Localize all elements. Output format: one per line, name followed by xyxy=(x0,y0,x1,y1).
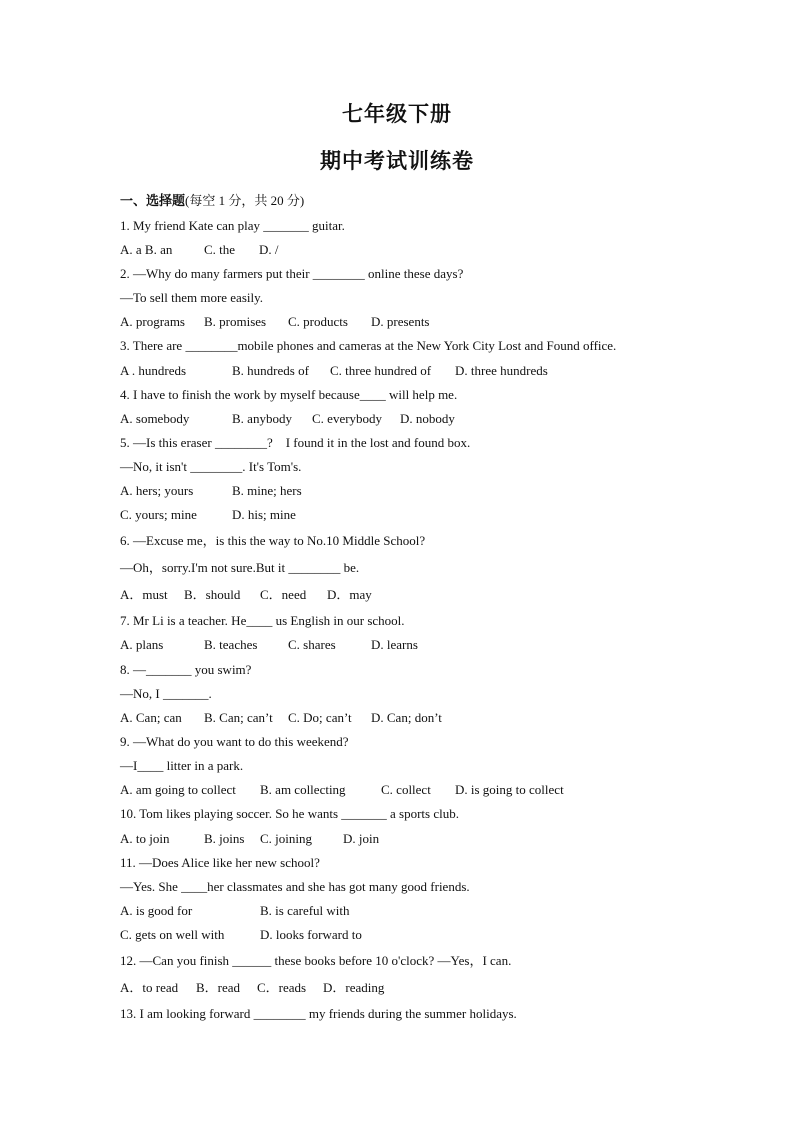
question-line: 1. My friend Kate can play _______ guitar. xyxy=(120,218,345,233)
answer-option: B．should xyxy=(184,587,241,602)
answer-option: A. plans xyxy=(120,637,164,652)
answer-option: D．may xyxy=(327,587,372,602)
answer-option: D．reading xyxy=(323,980,385,995)
answer-option: A. somebody xyxy=(120,411,190,426)
page-subtitle: 期中考试训练卷 xyxy=(320,149,474,173)
answer-option: C. shares xyxy=(288,637,336,652)
question-line: —I____ litter in a park. xyxy=(120,758,244,773)
answer-option: A . hundreds xyxy=(120,363,187,378)
answer-option: B. mine; hers xyxy=(232,483,302,498)
answer-option: B．read xyxy=(196,980,241,995)
answer-option: A．to read xyxy=(120,980,179,995)
section-heading xyxy=(120,190,304,209)
answer-option: D. his; mine xyxy=(232,507,296,522)
question-line: —Oh，sorry.I'm not sure.But it ________ be. xyxy=(120,560,360,575)
question-line: 12. —Can you finish ______ these books before 10 o'clock? —Yes，I can. xyxy=(120,953,512,968)
answer-option: C. three hundred of xyxy=(330,363,432,378)
answer-option: C．need xyxy=(260,587,307,602)
answer-option: B. Can; can’t xyxy=(204,710,273,725)
question-line: 6. —Excuse me，is this the way to No.10 Middle School? xyxy=(120,533,426,548)
question-line: 11. —Does Alice like her new school? xyxy=(120,855,320,870)
answer-option: D. learns xyxy=(371,637,418,652)
section-note: (每空 1 分，共 20 分) xyxy=(185,193,305,208)
answer-option: D. / xyxy=(259,242,279,257)
answer-option: B. teaches xyxy=(204,637,258,652)
answer-option: B. am collecting xyxy=(260,782,346,797)
answer-option: B. is careful with xyxy=(260,903,350,918)
page-title: 七年级下册 xyxy=(342,102,452,126)
answer-option: D. three hundreds xyxy=(455,363,548,378)
question-line: 2. —Why do many farmers put their ________ online these days? xyxy=(120,266,464,281)
answer-option: A. is good for xyxy=(120,903,193,918)
question-line: 8. —_______ you swim? xyxy=(120,662,252,677)
question-line: 7. Mr Li is a teacher. He____ us English in our school. xyxy=(120,613,405,628)
answer-option: C. everybody xyxy=(312,411,383,426)
question-line: —To sell them more easily. xyxy=(120,290,264,305)
answer-option: C. yours; mine xyxy=(120,507,197,522)
answer-option: A. am going to collect xyxy=(120,782,236,797)
answer-option: B. hundreds of xyxy=(232,363,309,378)
section-label: 一、选择题 xyxy=(120,193,186,208)
answer-option: C. Do; can’t xyxy=(288,710,352,725)
answer-option: C. gets on well with xyxy=(120,927,225,942)
question-line: 5. —Is this eraser ________? I found it in the lost and found box. xyxy=(120,435,471,450)
answer-option: C. collect xyxy=(381,782,431,797)
answer-option: A. Can; can xyxy=(120,710,182,725)
question-line: 13. I am looking forward ________ my friends during the summer holidays. xyxy=(120,1006,517,1021)
answer-option: C. products xyxy=(288,314,348,329)
question-line: —No, it isn't ________. It's Tom's. xyxy=(120,459,302,474)
question-line: 3. There are ________mobile phones and cameras at the New York City Lost and Found office. xyxy=(120,338,617,353)
answer-option: A. to join xyxy=(120,831,170,846)
answer-option: D. looks forward to xyxy=(260,927,362,942)
question-line: —Yes. She ____her classmates and she has got many good friends. xyxy=(120,879,470,894)
answer-option: A. hers; yours xyxy=(120,483,194,498)
answer-option: D. presents xyxy=(371,314,430,329)
question-line: 9. —What do you want to do this weekend? xyxy=(120,734,349,749)
answer-option: D. Can; don’t xyxy=(371,710,442,725)
answer-option: D. is going to collect xyxy=(455,782,564,797)
answer-option: D. nobody xyxy=(400,411,455,426)
answer-option: A．must xyxy=(120,587,168,602)
question-line: 10. Tom likes playing soccer. So he wants _______ a sports club. xyxy=(120,806,459,821)
answer-option: A. programs xyxy=(120,314,185,329)
answer-option: C. joining xyxy=(260,831,313,846)
answer-option: B. anybody xyxy=(232,411,292,426)
answer-option: B. joins xyxy=(204,831,245,846)
question-line: —No, I _______. xyxy=(120,686,212,701)
answer-option: C．reads xyxy=(257,980,307,995)
answer-option: A. a B. an xyxy=(120,242,173,257)
answer-option: B. promises xyxy=(204,314,267,329)
answer-option: D. join xyxy=(343,831,380,846)
answer-option: C. the xyxy=(204,242,236,257)
question-line: 4. I have to finish the work by myself because____ will help me. xyxy=(120,387,458,402)
